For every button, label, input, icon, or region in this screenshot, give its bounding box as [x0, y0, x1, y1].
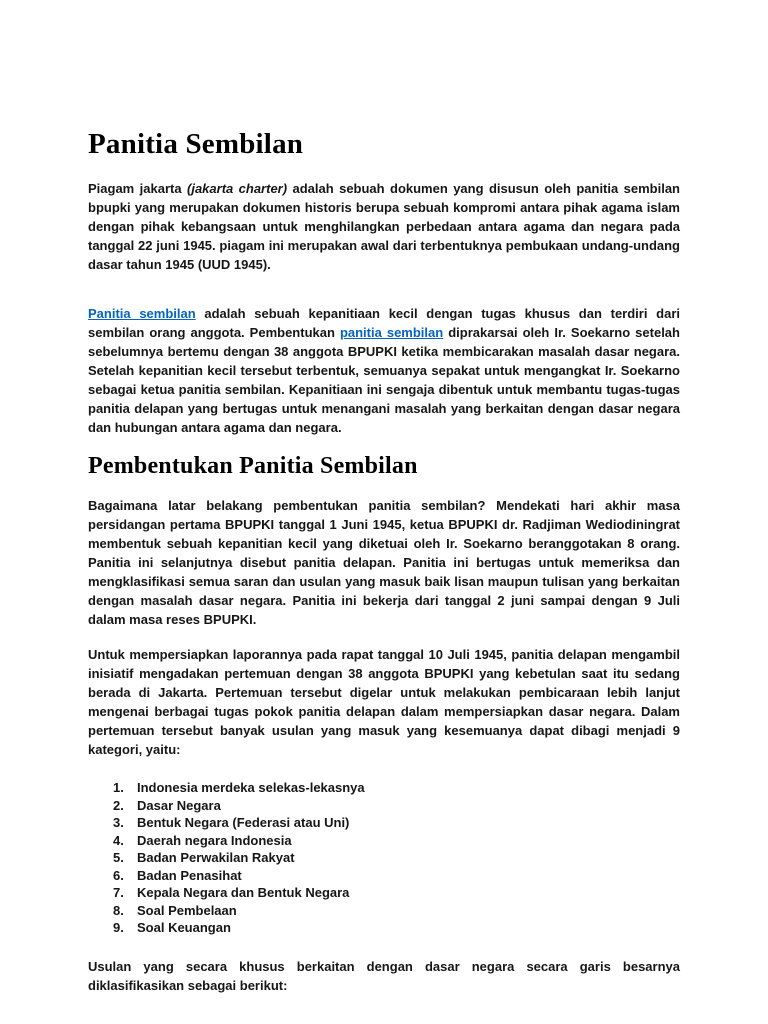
- list-item-number: 3.: [113, 815, 124, 830]
- list-item-number: 2.: [113, 797, 124, 813]
- paragraph-lead-text: Piagam jakarta: [88, 181, 187, 196]
- list-item: [113, 814, 680, 832]
- list-item: [113, 849, 680, 867]
- list-item: [113, 779, 680, 797]
- list-item-number: 8.: [113, 902, 124, 918]
- list-item-label: Indonesia merdeka selekas-lekasnya: [137, 780, 365, 795]
- list-item: [113, 902, 680, 920]
- list-item: [113, 919, 680, 937]
- list-item-number: 9.: [113, 920, 124, 935]
- list-item-label: Soal Pembelaan: [137, 902, 237, 918]
- list-item-number: 7.: [113, 885, 124, 900]
- document-title: Panitia Sembilan: [88, 128, 304, 160]
- list-item-label: Soal Keuangan: [137, 920, 231, 935]
- list-item-label: Badan Penasihat: [137, 867, 242, 883]
- list-item-label: Dasar Negara: [137, 797, 221, 813]
- paragraph-panitia-sembilan: [88, 304, 680, 437]
- section-heading-pembentukan: Pembentukan Panitia Sembilan: [88, 453, 418, 479]
- paragraph-piagam-jakarta: [88, 179, 680, 274]
- list-item-label: Bentuk Negara (Federasi atau Uni): [137, 815, 350, 830]
- paragraph-text-1: adalah sebuah kepanitiaan kecil dengan tugas khusus dan terdiri dari sembilan orang anggota. Pembentukan: [88, 306, 680, 340]
- list-item: [113, 867, 680, 885]
- list-item: [113, 884, 680, 902]
- paragraph-rest-text: adalah sebuah dokumen yang disusun oleh panitia sembilan bpupki yang merupakan dokumen historis berupa sebuah kompromi antara pihak agama islam dengan pihak kebangsaan untuk menghilangkan perbedaan antara agama dan negara pada tanggal 22 juni 1945. piagam ini merupakan awal dari terbentuknya pembukaan undang-undang dasar tahun 1945 (UUD 1945).: [88, 181, 680, 272]
- list-item-number: 6.: [113, 867, 124, 883]
- list-item: [113, 797, 680, 815]
- link-panitia-sembilan-2[interactable]: panitia sembilan: [339, 325, 444, 340]
- list-item: [113, 832, 680, 850]
- paragraph-text-2: diprakarsai oleh Ir. Soekarno setelah sebelumnya bertemu dengan 38 anggota BPUPKI ketika membicarakan masalah dasar negara. Setelah kepanitian kecil tersebut terbentuk, semuanya sepakat untuk mengangkat Ir. Soekarno sebagai ketua panitia sembilan. Kepanitiaan ini sengaja dibentuk untuk membantu tugas-tugas panitia delapan yang bertugas untuk menangani masalah yang berkaitan dengan dasar negara dan hubungan antara agama dan negara.: [88, 325, 680, 435]
- list-item-number: 5.: [113, 850, 124, 865]
- list-item-label: Kepala Negara dan Bentuk Negara: [137, 885, 350, 900]
- list-item-label: Badan Perwakilan Rakyat: [137, 850, 295, 865]
- numbered-list-kategori: [113, 779, 680, 937]
- jakarta-charter-italic: (jakarta charter): [187, 181, 288, 196]
- paragraph-latar-belakang: Bagaimana latar belakang pembentukan panitia sembilan? Mendekati hari akhir masa persidangan pertama BPUPKI tanggal 1 Juni 1945, ketua BPUPKI dr. Radjiman Wediodiningrat membentuk sebuah kepanitian kecil yang diketuai oleh Ir. Soekarno beranggotakan 8 orang. Panitia ini selanjutnya disebut panitia delapan. Panitia ini bertugas untuk memeriksa dan mengklasifikasi semua saran dan usulan yang masuk baik lisan maupun tulisan yang berkaitan dengan masalah dasar negara. Panitia ini bekerja dari tanggal 2 juni sampai dengan 9 Juli dalam masa reses BPUPKI.: [88, 498, 680, 627]
- list-item-label: Daerah negara Indonesia: [137, 832, 292, 848]
- list-item-number: 4.: [113, 832, 124, 848]
- paragraph-persiapan-laporan: Untuk mempersiapkan laporannya pada rapat tanggal 10 Juli 1945, panitia delapan mengambil inisiatif mengadakan pertemuan dengan 38 anggota BPUPKI yang kebetulan saat itu sedang berada di Jakarta. Pertemuan tersebut digelar untuk melakukan pembicaraan lebih lanjut mengenai berbagai tugas pokok panitia delapan dalam mempersiapkan dasar negara. Dalam pertemuan tersebut banyak usulan yang masuk yang kesemuanya dapat dibagi menjadi 9 kategori, yaitu:: [88, 647, 680, 757]
- paragraph-usulan-klasifikasi: Usulan yang secara khusus berkaitan dengan dasar negara secara garis besarnya diklasifikasikan sebagai berikut:: [88, 958, 680, 993]
- link-panitia-sembilan-1[interactable]: Panitia sembilan: [88, 306, 196, 321]
- list-item-number: 1.: [113, 780, 124, 795]
